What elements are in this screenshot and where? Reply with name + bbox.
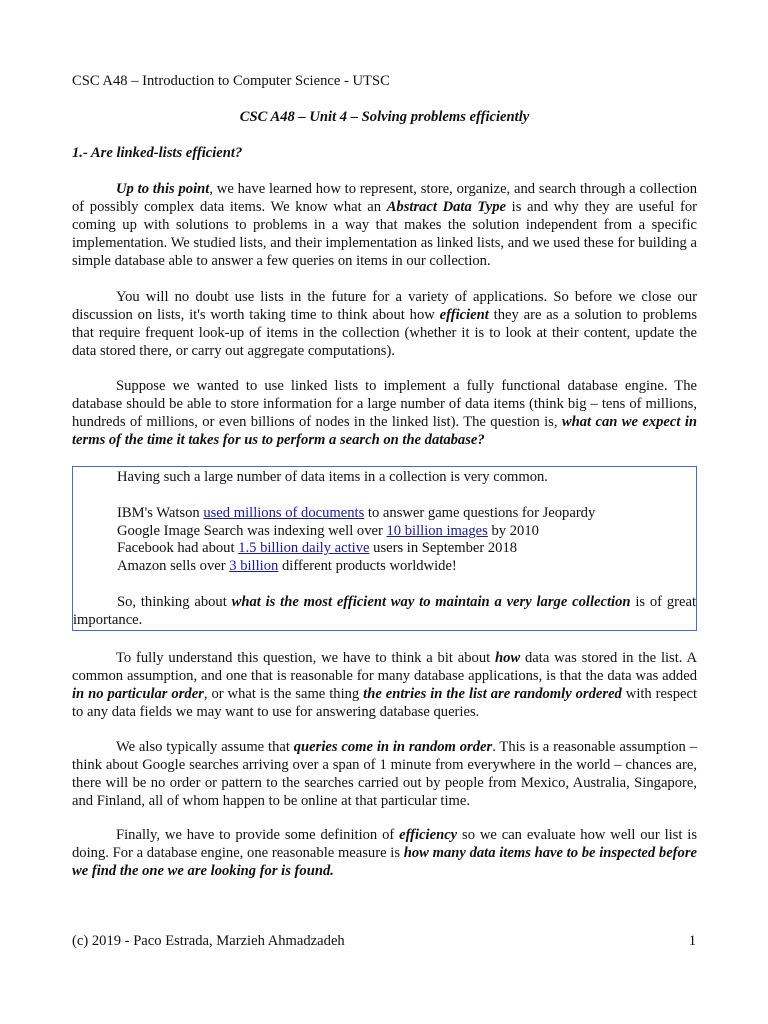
callout-intro: Having such a large number of data items in a collection is very common. [117, 469, 548, 485]
text: You will no doubt use lists in the future for a variety of applications. So before we close our discussion on lists, it's worth taking time to think about how [72, 289, 697, 323]
google-line [117, 523, 539, 540]
emphasis: what can we expect in terms of the time it takes for us to perform a search on the database? [72, 413, 698, 448]
facebook-line [117, 540, 517, 557]
text: , we have learned how to represent, store, organize, and search through a collection of possibly complex data items. We know what an [72, 181, 698, 215]
section-heading: 1.- Are linked-lists efficient? [72, 145, 243, 161]
emphasis: what is the most efficient way to maintain a very large collection [231, 594, 631, 610]
text: by 2010 [487, 523, 539, 539]
text: Amazon sells over [117, 558, 230, 574]
text: Finally, we have to provide some definition of [116, 827, 400, 843]
text: . This is a reasonable assumption – think about Google searches arriving over a span of 1 minute from everywhere in the world – chances are, there will be no order or pattern to the searches carried out by people from Mexico, Australia, Singapore, and Finland, all of whom happen to be online at that particular time. [72, 739, 697, 809]
amazon-line [117, 558, 457, 575]
course-header: CSC A48 – Introduction to Computer Science - UTSC [72, 73, 390, 89]
text: Google Image Search was indexing well over [117, 523, 387, 539]
google-link[interactable]: 10 billion images [386, 523, 488, 539]
emphasis: the entries in the list are randomly ordered [363, 685, 622, 702]
text: different products worldwide! [278, 558, 457, 574]
text: Facebook had about [117, 540, 239, 556]
text: so we can evaluate how well our list is doing. For a database engine, one reasonable measure is [72, 827, 697, 861]
emphasis: Up to this point [116, 181, 210, 197]
text: Suppose we wanted to use linked lists to implement a fully functional database engine. The database should be able to store information for a large number of data items (think big – tens of millions, hundreds of millions, or even billions of nodes in the linked list). The question is, [72, 378, 697, 430]
paragraph-5 [72, 739, 697, 811]
paragraph-2 [72, 289, 697, 361]
emphasis: how [495, 650, 521, 666]
paragraph-1 [72, 181, 697, 271]
text: users in September 2018 [369, 540, 518, 556]
text: to answer game questions for Jeopardy [364, 505, 596, 521]
paragraph-3 [72, 378, 697, 450]
amazon-link[interactable]: 3 billion [229, 558, 279, 574]
emphasis: in no particular order [72, 685, 204, 702]
text: data was stored in the list. A common assumption, and one that is reasonable for many database applications, is that the data was added [72, 650, 697, 684]
text: with respect to any data fields we may want to use for answering database queries. [72, 685, 697, 720]
facebook-link[interactable]: 1.5 billion daily active [238, 540, 370, 556]
paragraph-6 [72, 827, 697, 881]
emphasis: Abstract Data Type [386, 198, 507, 215]
examples-callout-box [72, 466, 697, 631]
text: We also typically assume that [116, 739, 294, 755]
text: they are as a solution to problems that require frequent look-up of items in the collection (whether it is to look at their content, update the data stored there, or carry out aggregate computations). [72, 306, 698, 359]
text: So, thinking about [117, 594, 232, 610]
text: IBM's Watson [117, 505, 204, 521]
text: , or what is the same thing [203, 685, 364, 702]
emphasis: how many data items have to be inspected before we find the one we are looking for is found. [72, 844, 697, 879]
watson-line [117, 505, 595, 522]
text: To fully understand this question, we have to think a bit about [116, 650, 496, 666]
footer-copyright: (c) 2019 - Paco Estrada, Marzieh Ahmadzadeh [72, 933, 345, 949]
text: is of great importance. [73, 594, 697, 628]
paragraph-4 [72, 650, 697, 722]
page-title: CSC A48 – Unit 4 – Solving problems efficiently [239, 109, 530, 125]
emphasis: queries come in in random order [293, 739, 493, 755]
text: is and why they are useful for coming up with solutions to problems in a way that makes the solution independent from a specific implementation. We studied lists, and their implementation as linked lists, and we used these for building a simple database able to answer a few queries on items in our collection. [72, 198, 697, 269]
emphasis: efficiency [399, 827, 458, 843]
callout-conclusion [73, 594, 696, 630]
watson-link[interactable]: used millions of documents [203, 505, 365, 521]
page-number: 1 [688, 933, 696, 949]
emphasis: efficient [439, 306, 489, 323]
